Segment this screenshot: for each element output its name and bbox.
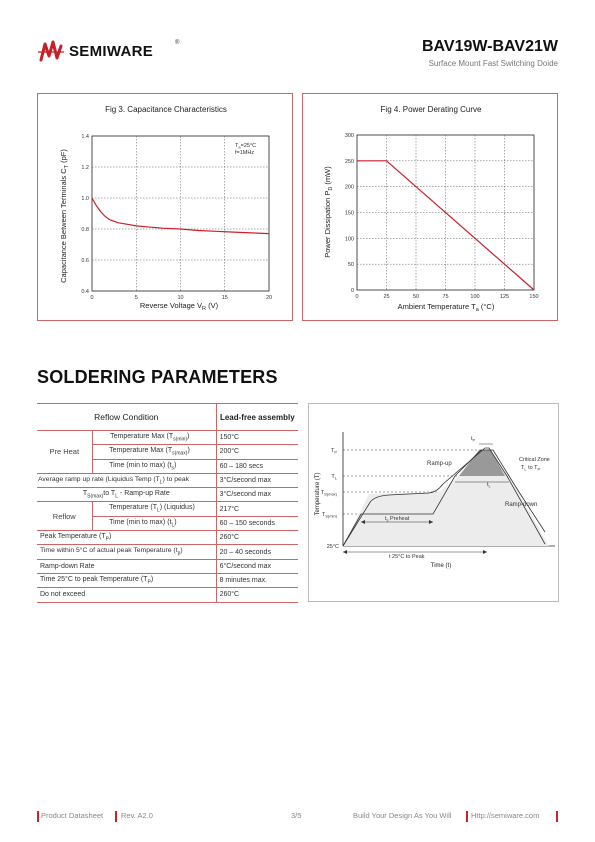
preheat-label: $t_s$ Preheat (385, 516, 410, 523)
capacitance-chart (38, 94, 294, 322)
row-label: Time (min to max) $(t_L)$ (92, 516, 216, 530)
row-value: 150°C (216, 431, 298, 445)
table-row (37, 502, 298, 516)
row-label: Average ramp up rate (Liquidus Temp $(T_L)$ to peak (37, 473, 216, 487)
footer-divider (37, 811, 39, 822)
fig4-y-tick-label: 0 (350, 288, 354, 294)
semiware-logo-icon (37, 38, 65, 68)
fig3-y-tick-label: 0.4 (81, 289, 89, 295)
row-label: Time 25°C to peak Temperature $(T_P)$ (37, 573, 216, 587)
table-row (37, 559, 298, 573)
row-value: 8 minutes max. (216, 573, 298, 587)
fig4-y-axis-label: Power Dissipation $P_D$ (mW) (323, 166, 334, 258)
fig3-x-axis-label: Reverse Voltage $V_R$ (V) (139, 301, 219, 312)
footer-url[interactable]: Http://semiware.com (471, 811, 540, 820)
footer-divider (556, 811, 558, 822)
fig3-y-tick-label: 1.4 (81, 134, 89, 140)
footer-divider (466, 811, 468, 822)
table-row (37, 588, 298, 602)
row-value: 260°C (216, 588, 298, 602)
col-header-reflow-condition: Reflow Condition (37, 404, 216, 431)
row-label: Peak Temperature $(T_P)$ (37, 531, 216, 545)
fig4-x-tick-label: 25 (383, 294, 390, 300)
table-row (37, 531, 298, 545)
table-row (37, 488, 298, 502)
registered-mark: ® (175, 40, 180, 46)
ramp-up-label: Ramp-up (427, 461, 452, 467)
footer-revision: Rev. A2.0 (121, 811, 153, 820)
page-footer (37, 811, 558, 825)
fig4-x-tick-label: 100 (470, 294, 480, 300)
row-value: 3°C/second max (216, 488, 298, 502)
row-label: Temperature $(T_L)$ (Liquidus) (92, 502, 216, 516)
row-label: Do not exceed (37, 588, 216, 602)
critical-zone-label: Critical Zone (519, 457, 550, 463)
fig3-y-tick-label: 0.6 (81, 258, 89, 264)
fig4-x-tick-label: 75 (442, 294, 449, 300)
soldering-section-title: SOLDERING PARAMETERS (37, 367, 278, 387)
table-row (37, 431, 298, 445)
soldering-table-wrap (37, 403, 298, 602)
row-value: 60 – 150 seconds (216, 516, 298, 530)
row-label: Temperature Max $(T_{s(max)})$ (92, 445, 216, 459)
profile-tp-label: $T_P$ (330, 448, 337, 455)
fig3-y-tick-label: 1.0 (81, 196, 89, 202)
footer-divider (115, 811, 117, 822)
brand-name: SEMIWARE (69, 43, 154, 60)
fig3-title: Fig 3. Capacitance Characteristics (105, 105, 227, 114)
row-label: Time (min to max) $(t_s)$ (92, 459, 216, 473)
fig3-x-tick-label: 15 (221, 295, 228, 301)
t25-to-peak-label: t 25°C to Peak (389, 554, 425, 560)
part-description: Surface Mount Fast Switching Doide (428, 59, 558, 68)
table-row (37, 473, 298, 487)
soldering-table (37, 403, 298, 603)
table-header-row (37, 404, 298, 431)
fig4-x-tick-label: 150 (529, 294, 539, 300)
page-header (37, 36, 558, 76)
tp-time-label: $t_P$ (471, 436, 476, 443)
profile-x-axis-label: Time (t) (430, 563, 452, 569)
row-value: 20 – 40 seconds (216, 545, 298, 559)
row-label: Ramp-down Rate (37, 559, 216, 573)
fig4-x-tick-label: 125 (499, 294, 510, 300)
fig4-y-tick-label: 200 (344, 184, 354, 191)
fig3-y-axis-label: Capacitance Between Terminals $C_T$ (pF) (59, 149, 70, 283)
fig3-x-tick-label: 0 (90, 295, 94, 301)
svg-text:f=1MHz: f=1MHz (235, 150, 255, 156)
row-value: 6°C/second max (216, 559, 298, 573)
profile-25c-label: 25°C (326, 544, 339, 550)
power-derating-chart-panel (302, 93, 558, 321)
footer-slogan: Build Your Design As You Will (353, 811, 452, 820)
col-header-lead-free: Lead-free assembly (216, 404, 298, 431)
table-row (37, 545, 298, 559)
profile-tl-label: $T_L$ (331, 474, 337, 481)
profile-tsmin-label: $T_{S(min)}$ (321, 512, 337, 519)
fig4-y-tick-label: 300 (344, 133, 354, 139)
capacitance-chart-panel (37, 93, 293, 321)
fig4-x-tick-label: 50 (412, 294, 420, 300)
fig4-title: Fig 4. Power Derating Curve (380, 105, 482, 114)
profile-tsmax-label: $T_{S(max)}$ (320, 490, 337, 497)
row-label: $T_{S(max)}to$ $T_L$ - Ramp-up Rate (37, 488, 216, 502)
power-derating-chart (303, 94, 559, 322)
part-number: BAV19W-BAV21W (422, 38, 558, 55)
fig4-y-tick-label: 150 (344, 210, 354, 217)
fig3-x-tick-label: 20 (265, 295, 273, 301)
fig4-x-tick-label: 0 (355, 294, 359, 300)
footer-doc-type: Product Datasheet (41, 811, 104, 820)
fig3-x-tick-label: 10 (177, 295, 184, 301)
row-value: 260°C (216, 531, 298, 545)
fig3-x-tick-label: 5 (134, 295, 138, 301)
fig3-plot-area (92, 136, 269, 291)
fig3-y-tick-label: 0.8 (81, 227, 89, 233)
ramp-down-label: Ramp-down (505, 502, 538, 508)
critical-zone-range: $T_L$ to $T_P$ (521, 465, 541, 472)
reflow-profile-diagram (308, 403, 559, 602)
fig4-y-tick-label: 100 (344, 236, 354, 243)
svg-text:Ta=25°C: $T_a=25^\circ C$ (235, 143, 257, 150)
table-row (37, 573, 298, 587)
profile-y-axis-label: Temperature (T) (315, 472, 321, 516)
preheat-label: Pre Heat (37, 431, 92, 474)
row-value: 200°C (216, 445, 298, 459)
fig4-y-tick-label: 50 (347, 262, 354, 269)
row-value: 60 – 180 secs (216, 459, 298, 473)
row-label: Temperature Max $(T_{s(min)})$ (92, 431, 216, 445)
row-value: 217°C (216, 502, 298, 516)
row-value: 3°C/second max (216, 473, 298, 487)
reflow-label: Reflow (37, 502, 92, 531)
tl-time-label: $t_L$ (487, 482, 491, 489)
fig3-y-tick-label: 1.2 (81, 165, 89, 171)
fig4-x-axis-label: Ambient Temperature $T_a$ (°C) (397, 302, 495, 313)
footer-page-number: 3/5 (291, 811, 302, 820)
fig4-y-tick-label: 250 (344, 158, 354, 165)
fig3-conditions (233, 140, 265, 157)
row-label: Time within 5°C of actual peak Temperature $(t_p)$ (37, 545, 216, 559)
